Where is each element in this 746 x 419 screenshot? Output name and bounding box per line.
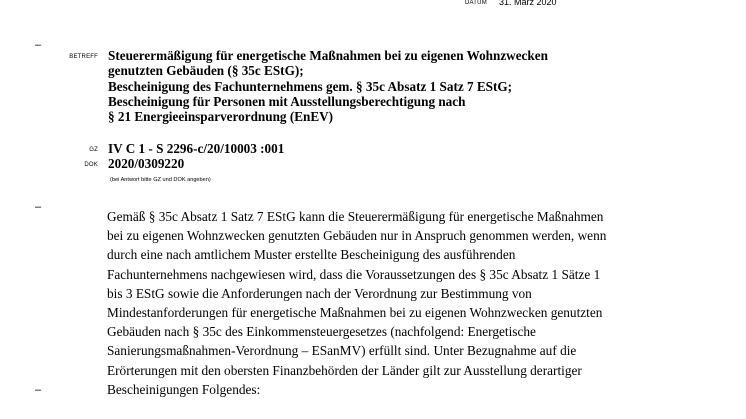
subject-line: Steuerermäßigung für energetische Maßnahmen bei zu eigenen Wohnzwecken (108, 48, 548, 63)
margin-mark: – (35, 201, 42, 213)
body-line: Gebäuden nach § 35c des Einkommensteuergesetzes (nachfolgend: Energetische (107, 324, 536, 340)
datum-label: DATUM (465, 0, 487, 6)
body-line: Fachunternehmens nachgewiesen wird, dass die Voraussetzungen des § 35c Absatz 1 Sätze 1 (107, 266, 601, 282)
dok-value: 2020/0309220 (108, 156, 185, 171)
margin-mark: – (35, 39, 42, 51)
datum-value: 31. März 2020 (499, 0, 557, 7)
dok-label: DOK (84, 162, 98, 168)
margin-mark: – (35, 384, 42, 396)
body-paragraph (107, 207, 707, 399)
body-line: Mindestanforderungen für energetische Maßnahmen bei zu eigenen Wohnzwecken genutzten (107, 305, 603, 321)
gz-value: IV C 1 - S 2296-c/20/10003 :001 (108, 141, 285, 156)
body-line: Bescheinigungen Folgendes: (107, 381, 261, 397)
subject-line: Bescheinigung des Fachunternehmens gem. § 35c Absatz 1 Satz 7 EStG; (108, 78, 513, 94)
subject-block (108, 48, 668, 124)
subject-line: genutzten Gebäuden (§ 35c EStG); (108, 63, 304, 79)
reply-hint: (bei Antwort bitte GZ und DOK angeben) (110, 177, 211, 183)
gz-label: GZ (89, 147, 98, 153)
subject-line: Bescheinigung für Personen mit Ausstellungsberechtigung nach (108, 93, 466, 109)
body-line: Erörterungen mit den obersten Finanzbehörden der Länder gilt zur Ausstellung derartiger (107, 362, 582, 378)
body-line: durch eine nach amtlichem Muster erstellte Bescheinigung des ausführenden (107, 247, 516, 263)
body-line: Gemäß § 35c Absatz 1 Satz 7 EStG kann die Steuerermäßigung für energetische Maßnahmen (107, 209, 604, 224)
body-line: bei zu eigenen Wohnzwecken genutzten Gebäuden nur in Anspruch genommen werden, wenn (107, 228, 607, 244)
subject-line: § 21 Energieeinsparverordnung (EnEV) (108, 109, 334, 125)
body-line: bis 3 EStG sowie die Anforderungen nach der Verordnung zur Bestimmung von (107, 285, 532, 301)
betreff-label: BETREFF (69, 54, 98, 60)
body-line: Sanierungsmaßnahmen-Verordnung – ESanMV) erfüllt sind. Unter Bezugnahme auf die (107, 343, 577, 359)
